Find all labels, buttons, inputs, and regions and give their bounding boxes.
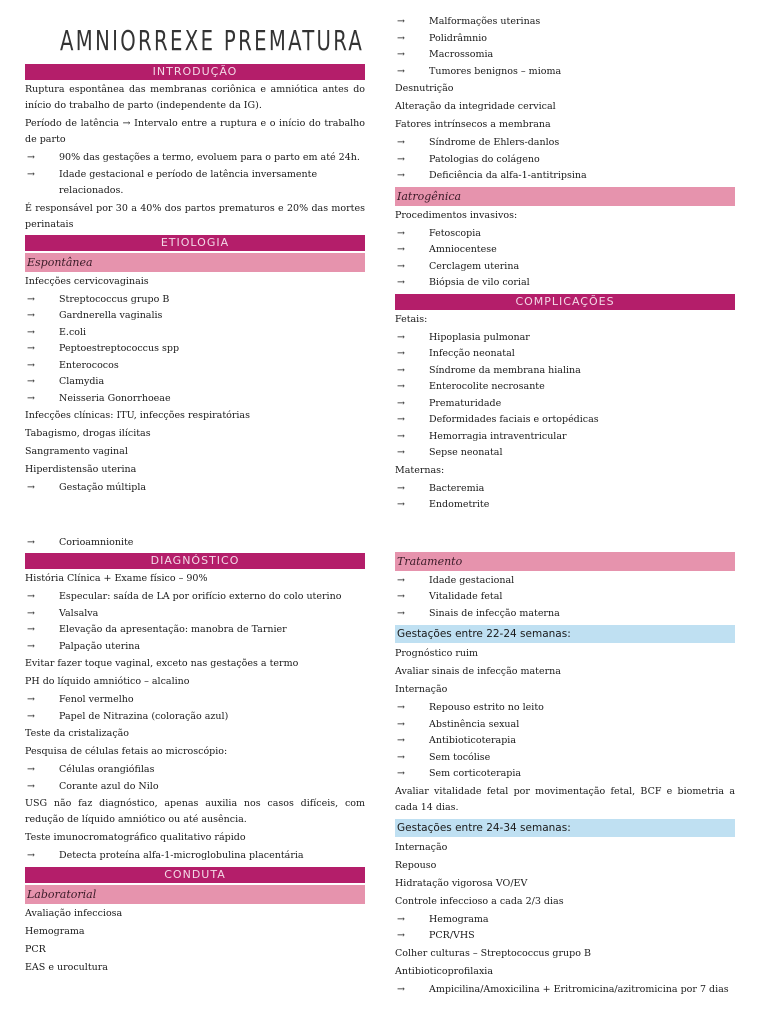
list-item: → Hemorragia intraventricular: [395, 429, 735, 446]
list-item: → Clamydia: [25, 374, 365, 391]
arrow-icon: →: [397, 397, 405, 409]
paragraph: Avaliar vitalidade fetal por movimentação fetal, BCF e biometria a cada 14 dias.: [395, 785, 735, 813]
list-item: → Endometrite: [395, 497, 735, 514]
list-item: → Gardnerella vaginalis: [25, 308, 365, 325]
arrow-icon: →: [397, 227, 405, 239]
arrow-icon: →: [27, 780, 35, 792]
paragraph: Controle infeccioso a cada 2/3 dias: [395, 895, 564, 907]
arrow-icon: →: [397, 348, 405, 359]
list-item: → Patologias do colágeno: [395, 152, 735, 169]
list-item: → Biópsia de vilo corial: [395, 275, 735, 292]
list-item: → Síndrome de Ehlers-danlos: [395, 135, 735, 152]
paragraph: Período de latência → Intervalo entre a ruptura e o início do trabalho de parto: [25, 118, 365, 145]
arrow-icon: →: [397, 244, 405, 255]
paragraph: Internação: [395, 841, 448, 853]
arrow-icon: →: [397, 364, 405, 376]
list-item: → Especular: saída de LA por orifício externo do colo uterino: [25, 589, 365, 606]
arrow-icon: →: [27, 293, 35, 305]
spacer: [25, 497, 365, 535]
paragraph: Alteração da integridade cervical: [395, 101, 556, 112]
paragraph: Ruptura espontânea das membranas coriônica e amniótica antes do início do trabalho de parto (independente da IG).: [25, 84, 365, 111]
arrow-icon: →: [27, 343, 35, 354]
arrow-icon: →: [27, 152, 35, 163]
list-item: → Hemograma: [395, 912, 735, 929]
list-item: → Detecta proteína alfa-1-microglobulina placentária: [25, 848, 365, 865]
list-item: → Deformidades faciais e ortopédicas: [395, 412, 735, 429]
list-item: → Enterocolite necrosante: [395, 379, 735, 396]
arrow-icon: →: [397, 381, 405, 392]
arrow-icon: →: [397, 574, 405, 586]
arrow-icon: →: [27, 694, 35, 705]
paragraph: Repouso: [395, 859, 437, 871]
arrow-icon: →: [27, 607, 35, 619]
list-item: → 90% das gestações a termo, evoluem para o parto em até 24h.: [25, 150, 365, 167]
list-item: → Fenol vermelho: [25, 692, 365, 709]
arrow-icon: →: [27, 168, 35, 180]
paragraph: Tabagismo, drogas ilícitas: [25, 428, 151, 439]
arrow-icon: →: [27, 710, 35, 722]
list-item: → Síndrome da membrana hialina: [395, 363, 735, 380]
list-item: → Tumores benignos – mioma: [395, 64, 735, 81]
paragraph: Teste imunocromatográfico qualitativo rápido: [25, 832, 246, 843]
paragraph: Teste da cristalização: [25, 728, 130, 739]
arrow-icon: →: [27, 624, 35, 635]
paragraph: Hiperdistensão uterina: [25, 464, 137, 475]
paragraph: Fetais:: [395, 313, 428, 325]
list-item: → Idade gestacional e período de latência inversamente relacionados.: [27, 168, 318, 196]
list-item: → E.coli: [25, 325, 365, 342]
subheader-espontanea: Espontânea: [25, 253, 365, 272]
arrow-icon: →: [397, 702, 405, 713]
arrow-icon: →: [397, 768, 405, 779]
arrow-icon: →: [397, 447, 405, 458]
paragraph: Avaliar sinais de infecção materna: [395, 666, 561, 677]
paragraph: É responsável por 30 a 40% dos partos prematuros e 20% das mortes perinatais: [25, 202, 365, 230]
arrow-icon: →: [397, 153, 405, 165]
list-item: → Vitalidade fetal: [395, 589, 735, 606]
arrow-icon: →: [27, 326, 35, 338]
list-item: → Sepse neonatal: [395, 445, 735, 462]
arrow-icon: →: [27, 640, 35, 652]
arrow-icon: →: [397, 718, 405, 730]
arrow-icon: →: [27, 310, 35, 321]
page-title: AMNIORREXE PREMATURA: [60, 24, 365, 57]
arrow-icon: →: [27, 850, 35, 861]
list-item: → Abstinência sexual: [395, 717, 735, 734]
section-header-complicacoes: COMPLICAÇÕES: [395, 294, 735, 310]
paragraph: Infecções clínicas: ITU, infecções respiratórias: [25, 410, 250, 421]
list-item: → Palpação uterina: [25, 639, 365, 656]
subheader-laboratorial: Laboratorial: [25, 885, 365, 904]
arrow-icon: →: [397, 751, 405, 763]
list-item: → Ampicilina/Amoxicilina + Eritromicina/azitromicina por 7 dias: [395, 982, 735, 999]
arrow-icon: →: [27, 591, 35, 602]
arrow-icon: →: [397, 414, 405, 425]
paragraph: PCR: [25, 943, 46, 955]
arrow-icon: →: [397, 735, 405, 746]
paragraph: Avaliação infecciosa: [25, 907, 123, 919]
paragraph: Colher culturas – Streptococcus grupo B: [395, 947, 591, 959]
arrow-icon: →: [397, 170, 405, 181]
arrow-icon: →: [27, 392, 35, 404]
arrow-icon: →: [397, 32, 405, 44]
arrow-icon: →: [397, 930, 405, 941]
arrow-icon: →: [397, 482, 405, 494]
paragraph: Antibioticoprofilaxia: [395, 965, 494, 977]
list-item: → Sinais de infecção materna: [395, 606, 735, 623]
paragraph: Evitar fazer toque vaginal, exceto nas gestações a termo: [25, 658, 299, 669]
paragraph: Infecções cervicovaginais: [25, 275, 149, 287]
arrow-icon: →: [27, 482, 35, 493]
gestation-header-22-24: Gestações entre 22-24 semanas:: [395, 625, 735, 643]
arrow-icon: →: [397, 607, 405, 619]
list-item: → Papel de Nitrazina (coloração azul): [25, 709, 365, 726]
list-item: → Deficiência da alfa-1-antitripsina: [395, 168, 735, 185]
arrow-icon: →: [27, 536, 35, 548]
list-item: → Elevação da apresentação: manobra de Tarnier: [25, 622, 365, 639]
list-item: → PCR/VHS: [395, 928, 735, 945]
arrow-icon: →: [397, 499, 405, 510]
section-header-diagnostico: DIAGNÓSTICO: [25, 553, 365, 569]
paragraph: Desnutrição: [395, 83, 454, 94]
left-column: [25, 0, 365, 978]
arrow-icon: →: [397, 49, 405, 60]
subheader-iatrogenica: Iatrogênica: [395, 187, 735, 206]
paragraph: Hemograma: [25, 925, 85, 937]
arrow-icon: →: [397, 913, 405, 925]
list-item: → Repouso estrito no leito: [395, 700, 735, 717]
section-header-conduta: CONDUTA: [25, 867, 365, 883]
gestation-header-24-34: Gestações entre 24-34 semanas:: [395, 819, 735, 837]
list-item: → Enterococos: [25, 358, 365, 375]
paragraph: Pesquisa de células fetais ao microscópio:: [25, 746, 228, 757]
paragraph: Prognóstico ruim: [395, 648, 479, 659]
list-item: → Hipoplasia pulmonar: [395, 330, 735, 347]
list-item: → Peptoestreptococcus spp: [25, 341, 365, 358]
arrow-icon: →: [27, 359, 35, 371]
arrow-icon: →: [397, 983, 405, 995]
list-item: → Streptococcus grupo B: [25, 292, 365, 309]
list-item: → Infecção neonatal: [395, 346, 735, 363]
section-header-introducao: INTRODUÇÃO: [25, 64, 365, 80]
arrow-icon: →: [397, 430, 405, 442]
list-item: → Macrossomia: [395, 47, 735, 64]
arrow-icon: →: [397, 277, 405, 288]
paragraph: Fatores intrínsecos a membrana: [395, 119, 551, 130]
list-item: → Fetoscopia: [395, 226, 735, 243]
arrow-icon: →: [397, 16, 405, 27]
list-item: → Corioamnionite: [25, 535, 365, 552]
list-item: → Malformações uterinas: [395, 14, 735, 31]
spacer: [395, 514, 735, 550]
list-item: → Sem tocólise: [395, 750, 735, 767]
paragraph: PH do líquido amniótico – alcalino: [25, 676, 190, 687]
list-item: → Polidrâmnio: [395, 31, 735, 48]
arrow-icon: →: [397, 331, 405, 343]
right-column: [395, 14, 735, 998]
arrow-icon: →: [397, 591, 405, 602]
arrow-icon: →: [397, 260, 405, 272]
section-header-etiologia: ETIOLOGIA: [25, 235, 365, 251]
list-item: → Cerclagem uterina: [395, 259, 735, 276]
list-item: → Bacteremia: [395, 481, 735, 498]
paragraph: USG não faz diagnóstico, apenas auxilia nos casos difíceis, com redução de líquido amniótico ou até ausência.: [25, 798, 365, 825]
list-item: → Valsalva: [25, 606, 365, 623]
list-item: → Corante azul do Nilo: [25, 779, 365, 796]
arrow-icon: →: [397, 65, 405, 77]
list-item: → Amniocentese: [395, 242, 735, 259]
list-item: → Idade gestacional: [395, 573, 735, 590]
paragraph: Maternas:: [395, 464, 445, 476]
arrow-icon: →: [27, 376, 35, 387]
paragraph: Hidratação vigorosa VO/EV: [395, 877, 528, 889]
list-item: → Células orangiófilas: [25, 762, 365, 779]
paragraph: Procedimentos invasivos:: [395, 209, 518, 221]
paragraph: Internação: [395, 684, 448, 695]
paragraph: EAS e urocultura: [25, 961, 108, 973]
arrow-icon: →: [27, 764, 35, 775]
list-item: → Gestação múltipla: [25, 480, 365, 497]
arrow-icon: →: [397, 137, 405, 148]
list-item: → Neisseria Gonorrhoeae: [25, 391, 365, 408]
paragraph: Sangramento vaginal: [25, 446, 128, 457]
list-item: → Prematuridade: [395, 396, 735, 413]
list-item: → Sem corticoterapia: [395, 766, 735, 783]
subheader-tratamento: Tratamento: [395, 552, 735, 571]
paragraph: História Clínica + Exame físico – 90%: [25, 573, 208, 584]
list-item: → Antibioticoterapia: [395, 733, 735, 750]
